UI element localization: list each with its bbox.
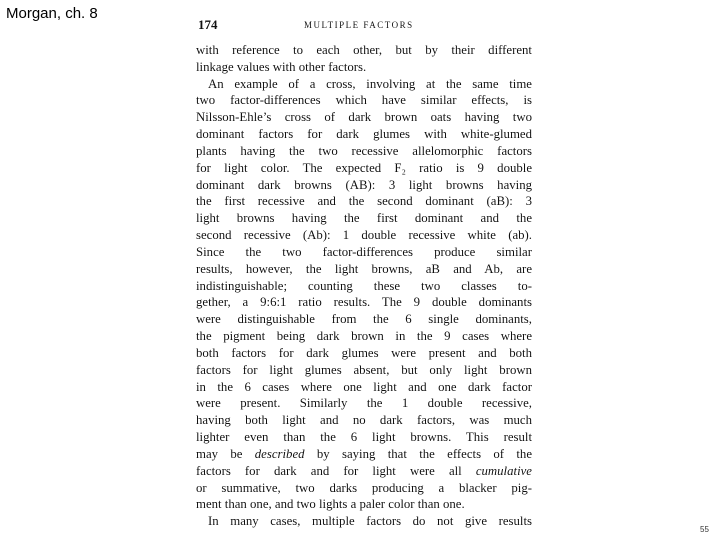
text-fragment: factors for dark and for light were all [196,463,462,478]
text-line: light browns having the first dominant and the [196,211,532,226]
text-line: the pigment being dark brown in the 9 cases where [196,329,532,344]
page-header [198,17,536,35]
text-line: or summative, two darks producing a blacker pig- [196,480,532,495]
text-line: with reference to each other, but by their different [196,43,532,57]
text-line: results, however, the light browns, aB and Ab, are [196,261,532,276]
slide-number: 55 [700,525,709,534]
text-line: gether, a 9:6:1 ratio results. The 9 double dominants [196,295,532,310]
text-line: having both light and no dark factors, was much [196,413,532,428]
text-fragment: by saying that the effects of the [316,446,532,461]
text-line [196,463,532,480]
text-line: second recessive (Ab): 1 double recessive white (ab). [196,228,532,243]
text-line: linkage values with other factors. [196,59,367,74]
text-line [196,446,532,463]
text-line: factors for light glumes absent, but only light brown [196,362,532,377]
slide-title: Morgan, ch. 8 [6,5,98,22]
text-line: plants having the two recessive allelomorphic factors [196,143,532,158]
text-line: two factor-differences which have similar effects, is [196,93,532,108]
text-line: lighter even than the 6 light browns. This result [196,430,532,445]
text-line: were distinguishable from the 6 single dominants, [196,312,532,327]
text-line: ment than one, and two lights a paler color than one. [196,497,465,512]
text-line: dominant factors for dark glumes with white-glumed [196,127,532,142]
page-body-text [196,42,532,530]
book-page-scan [190,0,540,540]
text-line: Nilsson-Ehle’s cross of dark brown oats having two [196,110,532,125]
text-fragment: may be [196,446,243,461]
text-line: dominant dark browns (AB): 3 light browns having [196,177,532,192]
italic-word: cumulative [475,463,532,478]
text-line: An example of a cross, involving at the same time [208,76,532,91]
text-line: indistinguishable; counting these two classes to- [196,278,532,293]
text-line: the first recessive and the second dominant (aB): 3 [196,194,532,209]
page-number: 174 [198,17,218,32]
running-head: MULTIPLE FACTORS [304,20,414,30]
text-line: Since the two factor-differences produce similar [196,244,532,259]
text-line: in the 6 cases where one light and one dark factor [196,379,532,394]
italic-word: described [254,446,305,461]
text-line: In many cases, multiple factors do not give results [208,514,532,529]
text-line: for light color. The expected F₂ ratio is 9 double [196,160,532,175]
text-line: both factors for dark glumes were present and both [196,345,532,360]
text-line: were present. Similarly the 1 double recessive, [196,396,532,411]
